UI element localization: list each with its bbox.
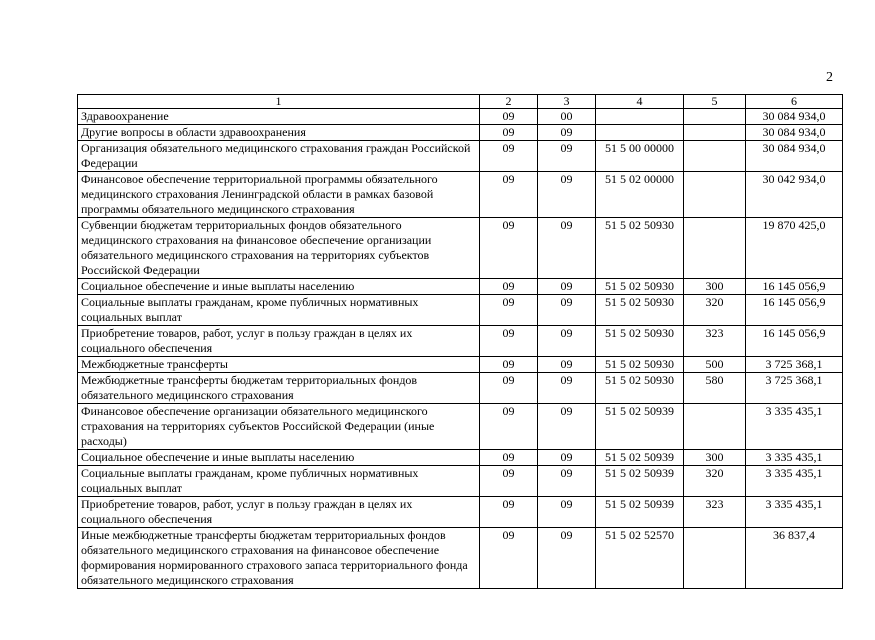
row-target-article-cell: 51 5 02 50939 [596, 497, 684, 528]
row-name-cell: Финансовое обеспечение организации обязательного медицинского страхования на территориях субъектов Российской Федерации (иные расходы) [78, 404, 480, 450]
row-subsection-cell: 09 [538, 125, 596, 141]
row-name-cell: Социальные выплаты гражданам, кроме публичных нормативных социальных выплат [78, 295, 480, 326]
page-number: 2 [826, 70, 833, 85]
row-amount-cell: 16 145 056,9 [746, 279, 843, 295]
table-row [78, 125, 843, 141]
row-name-cell: Иные межбюджетные трансферты бюджетам территориальных фондов обязательного медицинского страхования на финансовое обеспечение формирования нормированного страхового запаса территориального фонда обязательного медицинского страхования [78, 528, 480, 589]
row-name-cell: Межбюджетные трансферты [78, 357, 480, 373]
table-row [78, 141, 843, 172]
table-row [78, 528, 843, 589]
row-section-cell: 09 [480, 172, 538, 218]
row-amount-cell: 3 335 435,1 [746, 466, 843, 497]
header-cell-4: 4 [596, 95, 684, 109]
row-name-cell: Социальное обеспечение и иные выплаты населению [78, 279, 480, 295]
row-expense-type-cell: 300 [684, 279, 746, 295]
header-cell-6: 6 [746, 95, 843, 109]
header-cell-1: 1 [78, 95, 480, 109]
row-subsection-cell: 09 [538, 466, 596, 497]
row-expense-type-cell [684, 125, 746, 141]
row-amount-cell: 30 084 934,0 [746, 109, 843, 125]
row-expense-type-cell [684, 141, 746, 172]
row-amount-cell: 3 335 435,1 [746, 497, 843, 528]
row-section-cell: 09 [480, 279, 538, 295]
row-name-cell: Приобретение товаров, работ, услуг в пользу граждан в целях их социального обеспечения [78, 497, 480, 528]
table-row [78, 466, 843, 497]
row-expense-type-cell: 320 [684, 466, 746, 497]
row-section-cell: 09 [480, 218, 538, 279]
table-row [78, 326, 843, 357]
row-target-article-cell: 51 5 02 50939 [596, 450, 684, 466]
table-row [78, 279, 843, 295]
row-name-cell: Организация обязательного медицинского страхования граждан Российской Федерации [78, 141, 480, 172]
row-target-article-cell: 51 5 02 00000 [596, 172, 684, 218]
row-section-cell: 09 [480, 141, 538, 172]
row-subsection-cell: 09 [538, 295, 596, 326]
table-row [78, 497, 843, 528]
row-target-article-cell: 51 5 02 50930 [596, 373, 684, 404]
row-target-article-cell: 51 5 02 50930 [596, 218, 684, 279]
row-target-article-cell: 51 5 02 50930 [596, 295, 684, 326]
row-subsection-cell: 00 [538, 109, 596, 125]
row-target-article-cell: 51 5 02 50939 [596, 404, 684, 450]
row-name-cell: Социальное обеспечение и иные выплаты населению [78, 450, 480, 466]
row-section-cell: 09 [480, 125, 538, 141]
row-subsection-cell: 09 [538, 404, 596, 450]
table-body [78, 109, 843, 589]
row-expense-type-cell [684, 404, 746, 450]
row-section-cell: 09 [480, 404, 538, 450]
row-expense-type-cell: 323 [684, 326, 746, 357]
row-name-cell: Межбюджетные трансферты бюджетам территориальных фондов обязательного медицинского страхования [78, 373, 480, 404]
row-target-article-cell: 51 5 00 00000 [596, 141, 684, 172]
row-amount-cell: 16 145 056,9 [746, 326, 843, 357]
row-name-cell: Другие вопросы в области здравоохранения [78, 125, 480, 141]
row-section-cell: 09 [480, 326, 538, 357]
row-target-article-cell [596, 109, 684, 125]
row-expense-type-cell: 300 [684, 450, 746, 466]
table-row [78, 357, 843, 373]
row-expense-type-cell [684, 109, 746, 125]
row-name-cell: Здравоохранение [78, 109, 480, 125]
row-name-cell: Приобретение товаров, работ, услуг в пользу граждан в целях их социального обеспечения [78, 326, 480, 357]
row-amount-cell: 30 084 934,0 [746, 125, 843, 141]
row-amount-cell: 30 042 934,0 [746, 172, 843, 218]
row-section-cell: 09 [480, 497, 538, 528]
row-amount-cell: 19 870 425,0 [746, 218, 843, 279]
table-row [78, 172, 843, 218]
row-amount-cell: 30 084 934,0 [746, 141, 843, 172]
row-section-cell: 09 [480, 357, 538, 373]
row-amount-cell: 16 145 056,9 [746, 295, 843, 326]
row-section-cell: 09 [480, 109, 538, 125]
table-row [78, 373, 843, 404]
row-subsection-cell: 09 [538, 528, 596, 589]
table-row [78, 404, 843, 450]
row-expense-type-cell: 323 [684, 497, 746, 528]
row-expense-type-cell: 320 [684, 295, 746, 326]
row-section-cell: 09 [480, 373, 538, 404]
row-expense-type-cell: 500 [684, 357, 746, 373]
row-target-article-cell: 51 5 02 52570 [596, 528, 684, 589]
row-subsection-cell: 09 [538, 326, 596, 357]
row-amount-cell: 3 725 368,1 [746, 357, 843, 373]
row-expense-type-cell: 580 [684, 373, 746, 404]
row-amount-cell: 3 335 435,1 [746, 450, 843, 466]
row-amount-cell: 3 725 368,1 [746, 373, 843, 404]
row-expense-type-cell [684, 172, 746, 218]
row-subsection-cell: 09 [538, 172, 596, 218]
row-subsection-cell: 09 [538, 357, 596, 373]
row-subsection-cell: 09 [538, 497, 596, 528]
row-target-article-cell: 51 5 02 50930 [596, 357, 684, 373]
row-name-cell: Финансовое обеспечение территориальной программы обязательного медицинского страхования Ленинградской области в рамках базовой программы обязательного медицинского страхования [78, 172, 480, 218]
table-row [78, 295, 843, 326]
row-subsection-cell: 09 [538, 218, 596, 279]
table-header [78, 95, 843, 109]
row-target-article-cell: 51 5 02 50930 [596, 326, 684, 357]
row-section-cell: 09 [480, 450, 538, 466]
row-subsection-cell: 09 [538, 141, 596, 172]
row-expense-type-cell [684, 218, 746, 279]
row-target-article-cell [596, 125, 684, 141]
header-cell-3: 3 [538, 95, 596, 109]
row-name-cell: Субвенции бюджетам территориальных фондов обязательного медицинского страхования на финансовое обеспечение организации обязательного медицинского страхования на территориях субъектов Российской Федерации [78, 218, 480, 279]
row-section-cell: 09 [480, 528, 538, 589]
row-target-article-cell: 51 5 02 50939 [596, 466, 684, 497]
row-subsection-cell: 09 [538, 279, 596, 295]
row-subsection-cell: 09 [538, 450, 596, 466]
row-section-cell: 09 [480, 466, 538, 497]
header-cell-2: 2 [480, 95, 538, 109]
budget-table [77, 94, 843, 589]
row-amount-cell: 3 335 435,1 [746, 404, 843, 450]
row-name-cell: Социальные выплаты гражданам, кроме публичных нормативных социальных выплат [78, 466, 480, 497]
row-target-article-cell: 51 5 02 50930 [596, 279, 684, 295]
header-row [78, 95, 843, 109]
table-row [78, 109, 843, 125]
header-cell-5: 5 [684, 95, 746, 109]
row-expense-type-cell [684, 528, 746, 589]
row-amount-cell: 36 837,4 [746, 528, 843, 589]
row-section-cell: 09 [480, 295, 538, 326]
row-subsection-cell: 09 [538, 373, 596, 404]
table-row [78, 218, 843, 279]
table-row [78, 450, 843, 466]
